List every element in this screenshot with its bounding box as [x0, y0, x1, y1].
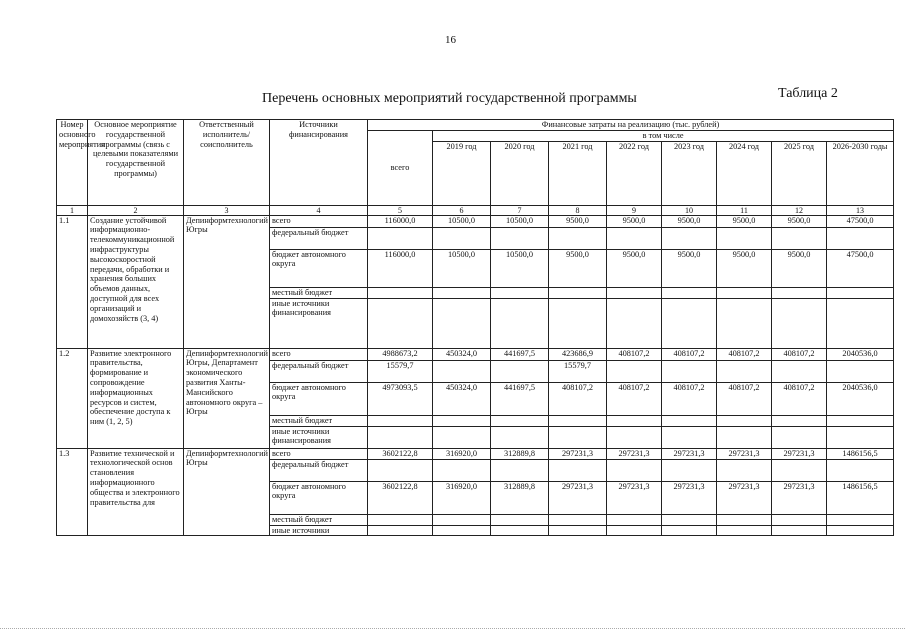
funding-source: иные источники финансирования [270, 298, 368, 348]
year-cost-cell: 9500,0 [662, 215, 717, 227]
column-number: 4 [270, 205, 368, 215]
header-total: всего [368, 130, 433, 205]
year-cost-cell [491, 514, 549, 525]
year-cost-cell [827, 415, 894, 426]
header-year: 2022 год [607, 141, 662, 205]
year-cost-cell: 297231,3 [549, 448, 607, 459]
table-body [57, 215, 894, 536]
year-cost-cell [662, 459, 717, 481]
activity-name: Создание устойчивой информационно-телекоммуникационной инфраструктуры высокоскоростной передачи, обработки и хранения больших объемов данных, доступной для всех организаций и домохозяйств (3, 4) [88, 215, 184, 348]
column-numbers-row [57, 205, 894, 215]
year-cost-cell: 450324,0 [433, 382, 491, 415]
funding-source: бюджет автономного округа [270, 481, 368, 514]
year-cost-cell: 9500,0 [549, 249, 607, 287]
total-cost-cell [368, 415, 433, 426]
year-cost-cell [827, 459, 894, 481]
header-number: Номер основного мероприятия [57, 120, 88, 206]
header-sources: Источники финансирования [270, 120, 368, 206]
year-cost-cell: 9500,0 [717, 215, 772, 227]
year-cost-cell: 10500,0 [491, 249, 549, 287]
year-cost-cell [491, 525, 549, 536]
header-including: в том числе [433, 130, 894, 141]
funding-source: иные источники [270, 525, 368, 536]
year-cost-cell [717, 426, 772, 448]
activity-executor: Депинформтехнологий Югры, Департамент экономического развития Ханты-Мансийского автономного округа – Югры [184, 348, 270, 448]
year-cost-cell [549, 287, 607, 298]
year-cost-cell [491, 459, 549, 481]
total-cost-cell [368, 525, 433, 536]
funding-source: всего [270, 348, 368, 360]
year-cost-cell: 408107,2 [772, 382, 827, 415]
year-cost-cell [827, 514, 894, 525]
year-cost-cell: 10500,0 [433, 249, 491, 287]
activity-number: 1.1 [57, 215, 88, 348]
year-cost-cell [772, 514, 827, 525]
year-cost-cell [607, 426, 662, 448]
activity-executor: Депинформтехнологий Югры [184, 448, 270, 536]
year-cost-cell [491, 360, 549, 382]
column-number: 2 [88, 205, 184, 215]
year-cost-cell [772, 459, 827, 481]
total-cost-cell [368, 426, 433, 448]
year-cost-cell: 316920,0 [433, 481, 491, 514]
total-cost-cell: 116000,0 [368, 215, 433, 227]
header-year: 2019 год [433, 141, 491, 205]
year-cost-cell [827, 360, 894, 382]
year-cost-cell [491, 415, 549, 426]
activity-name: Развитие электронного правительства, формирование и сопровождение информационных ресурсов и систем, обеспечение доступа к ним (1, 2, 5) [88, 348, 184, 448]
funding-source: федеральный бюджет [270, 360, 368, 382]
funding-source: всего [270, 448, 368, 459]
column-number: 12 [772, 205, 827, 215]
year-cost-cell [607, 298, 662, 348]
column-number: 3 [184, 205, 270, 215]
total-cost-cell [368, 298, 433, 348]
year-cost-cell [772, 525, 827, 536]
year-cost-cell [433, 514, 491, 525]
year-cost-cell: 316920,0 [433, 448, 491, 459]
funding-source: иные источники финансирования [270, 426, 368, 448]
activity-number: 1.3 [57, 448, 88, 536]
year-cost-cell: 450324,0 [433, 348, 491, 360]
year-cost-cell: 441697,5 [491, 348, 549, 360]
year-cost-cell: 2040536,0 [827, 382, 894, 415]
year-cost-cell [827, 298, 894, 348]
year-cost-cell [662, 360, 717, 382]
column-number: 1 [57, 205, 88, 215]
year-cost-cell: 1486156,5 [827, 448, 894, 459]
total-cost-cell [368, 287, 433, 298]
funding-source: всего [270, 215, 368, 227]
total-cost-cell: 3602122,8 [368, 448, 433, 459]
year-cost-cell: 297231,3 [607, 448, 662, 459]
year-cost-cell: 408107,2 [549, 382, 607, 415]
total-cost-cell [368, 459, 433, 481]
activity-name: Развитие технической и технологической основ становления информационного общества и электронного правительства для [88, 448, 184, 536]
year-cost-cell [662, 525, 717, 536]
year-cost-cell [607, 525, 662, 536]
year-cost-cell [607, 459, 662, 481]
year-cost-cell [662, 426, 717, 448]
year-cost-cell [772, 360, 827, 382]
funding-source: федеральный бюджет [270, 227, 368, 249]
activity-number: 1.2 [57, 348, 88, 448]
year-cost-cell [662, 227, 717, 249]
year-cost-cell: 297231,3 [662, 481, 717, 514]
column-number: 11 [717, 205, 772, 215]
column-number: 9 [607, 205, 662, 215]
year-cost-cell [827, 525, 894, 536]
year-cost-cell [549, 459, 607, 481]
header-year: 2023 год [662, 141, 717, 205]
year-cost-cell: 408107,2 [662, 348, 717, 360]
year-cost-cell [717, 459, 772, 481]
column-number: 7 [491, 205, 549, 215]
year-cost-cell [662, 287, 717, 298]
year-cost-cell [772, 287, 827, 298]
year-cost-cell: 408107,2 [772, 348, 827, 360]
year-cost-cell [433, 415, 491, 426]
year-cost-cell [772, 415, 827, 426]
header-year: 2020 год [491, 141, 549, 205]
year-cost-cell: 297231,3 [607, 481, 662, 514]
funding-source: местный бюджет [270, 415, 368, 426]
year-cost-cell: 9500,0 [717, 249, 772, 287]
total-cost-cell [368, 514, 433, 525]
total-cost-cell [368, 227, 433, 249]
year-cost-cell [717, 227, 772, 249]
table-row [57, 215, 894, 227]
year-cost-cell: 297231,3 [662, 448, 717, 459]
year-cost-cell [662, 415, 717, 426]
year-cost-cell [717, 525, 772, 536]
year-cost-cell: 15579,7 [549, 360, 607, 382]
year-cost-cell [827, 227, 894, 249]
header-year: 2025 год [772, 141, 827, 205]
funding-source: федеральный бюджет [270, 459, 368, 481]
column-number: 8 [549, 205, 607, 215]
year-cost-cell [607, 227, 662, 249]
year-cost-cell [772, 426, 827, 448]
page-number: 16 [445, 34, 456, 46]
year-cost-cell [607, 415, 662, 426]
year-cost-cell [433, 525, 491, 536]
year-cost-cell [717, 360, 772, 382]
year-cost-cell [549, 298, 607, 348]
year-cost-cell: 10500,0 [433, 215, 491, 227]
year-cost-cell [717, 287, 772, 298]
document-title: Перечень основных мероприятий государственной программы [262, 91, 637, 106]
header-executor: Ответственный исполнитель/ соисполнитель [184, 120, 270, 206]
year-cost-cell: 408107,2 [607, 348, 662, 360]
total-cost-cell: 4988673,2 [368, 348, 433, 360]
total-cost-cell: 15579,7 [368, 360, 433, 382]
year-cost-cell: 9500,0 [772, 215, 827, 227]
year-cost-cell [549, 415, 607, 426]
page-edge-divider [0, 628, 905, 629]
year-cost-cell [827, 426, 894, 448]
year-cost-cell: 408107,2 [607, 382, 662, 415]
table-row [57, 448, 894, 459]
year-cost-cell [433, 459, 491, 481]
year-cost-cell [433, 360, 491, 382]
header-financial-costs: Финансовые затраты на реализацию (тыс. рублей) [368, 120, 894, 131]
year-cost-cell: 408107,2 [662, 382, 717, 415]
total-cost-cell: 4973093,5 [368, 382, 433, 415]
year-cost-cell [549, 426, 607, 448]
year-cost-cell: 297231,3 [549, 481, 607, 514]
year-cost-cell: 441697,5 [491, 382, 549, 415]
year-cost-cell [717, 298, 772, 348]
year-cost-cell [607, 287, 662, 298]
year-cost-cell: 408107,2 [717, 348, 772, 360]
year-cost-cell: 9500,0 [772, 249, 827, 287]
column-number: 13 [827, 205, 894, 215]
year-cost-cell: 47500,0 [827, 215, 894, 227]
year-cost-cell: 297231,3 [717, 448, 772, 459]
header-activity: Основное мероприятие государственной программы (связь с целевыми показателями государственной программы) [88, 120, 184, 206]
funding-source: местный бюджет [270, 287, 368, 298]
header-year: 2021 год [549, 141, 607, 205]
year-cost-cell [717, 514, 772, 525]
header-year: 2026-2030 годы [827, 141, 894, 205]
header-year: 2024 год [717, 141, 772, 205]
year-cost-cell: 2040536,0 [827, 348, 894, 360]
year-cost-cell [662, 514, 717, 525]
year-cost-cell [491, 287, 549, 298]
year-cost-cell [433, 227, 491, 249]
year-cost-cell [772, 298, 827, 348]
year-cost-cell [433, 298, 491, 348]
year-cost-cell: 423686,9 [549, 348, 607, 360]
year-cost-cell: 9500,0 [549, 215, 607, 227]
year-cost-cell [491, 426, 549, 448]
year-cost-cell [549, 514, 607, 525]
year-cost-cell [827, 287, 894, 298]
year-cost-cell: 9500,0 [607, 215, 662, 227]
year-cost-cell [549, 525, 607, 536]
year-cost-cell: 408107,2 [717, 382, 772, 415]
total-cost-cell: 3602122,8 [368, 481, 433, 514]
year-cost-cell: 9500,0 [607, 249, 662, 287]
year-cost-cell [607, 360, 662, 382]
activity-executor: Депинформтехнологий Югры [184, 215, 270, 348]
year-cost-cell [549, 227, 607, 249]
year-cost-cell: 312889,8 [491, 481, 549, 514]
year-cost-cell: 297231,3 [772, 481, 827, 514]
column-number: 5 [368, 205, 433, 215]
year-cost-cell: 312889,8 [491, 448, 549, 459]
year-cost-cell [662, 298, 717, 348]
year-cost-cell: 10500,0 [491, 215, 549, 227]
year-cost-cell [433, 426, 491, 448]
year-cost-cell [433, 287, 491, 298]
program-activities-table [56, 119, 894, 536]
year-cost-cell [491, 298, 549, 348]
year-cost-cell: 9500,0 [662, 249, 717, 287]
year-cost-cell: 47500,0 [827, 249, 894, 287]
funding-source: местный бюджет [270, 514, 368, 525]
year-cost-cell: 1486156,5 [827, 481, 894, 514]
year-cost-cell [491, 227, 549, 249]
year-cost-cell [607, 514, 662, 525]
year-cost-cell: 297231,3 [717, 481, 772, 514]
funding-source: бюджет автономного округа [270, 249, 368, 287]
table-label: Таблица 2 [778, 86, 838, 101]
year-cost-cell [717, 415, 772, 426]
year-cost-cell: 297231,3 [772, 448, 827, 459]
year-cost-cell [772, 227, 827, 249]
column-number: 10 [662, 205, 717, 215]
table-row [57, 348, 894, 360]
total-cost-cell: 116000,0 [368, 249, 433, 287]
funding-source: бюджет автономного округа [270, 382, 368, 415]
column-number: 6 [433, 205, 491, 215]
